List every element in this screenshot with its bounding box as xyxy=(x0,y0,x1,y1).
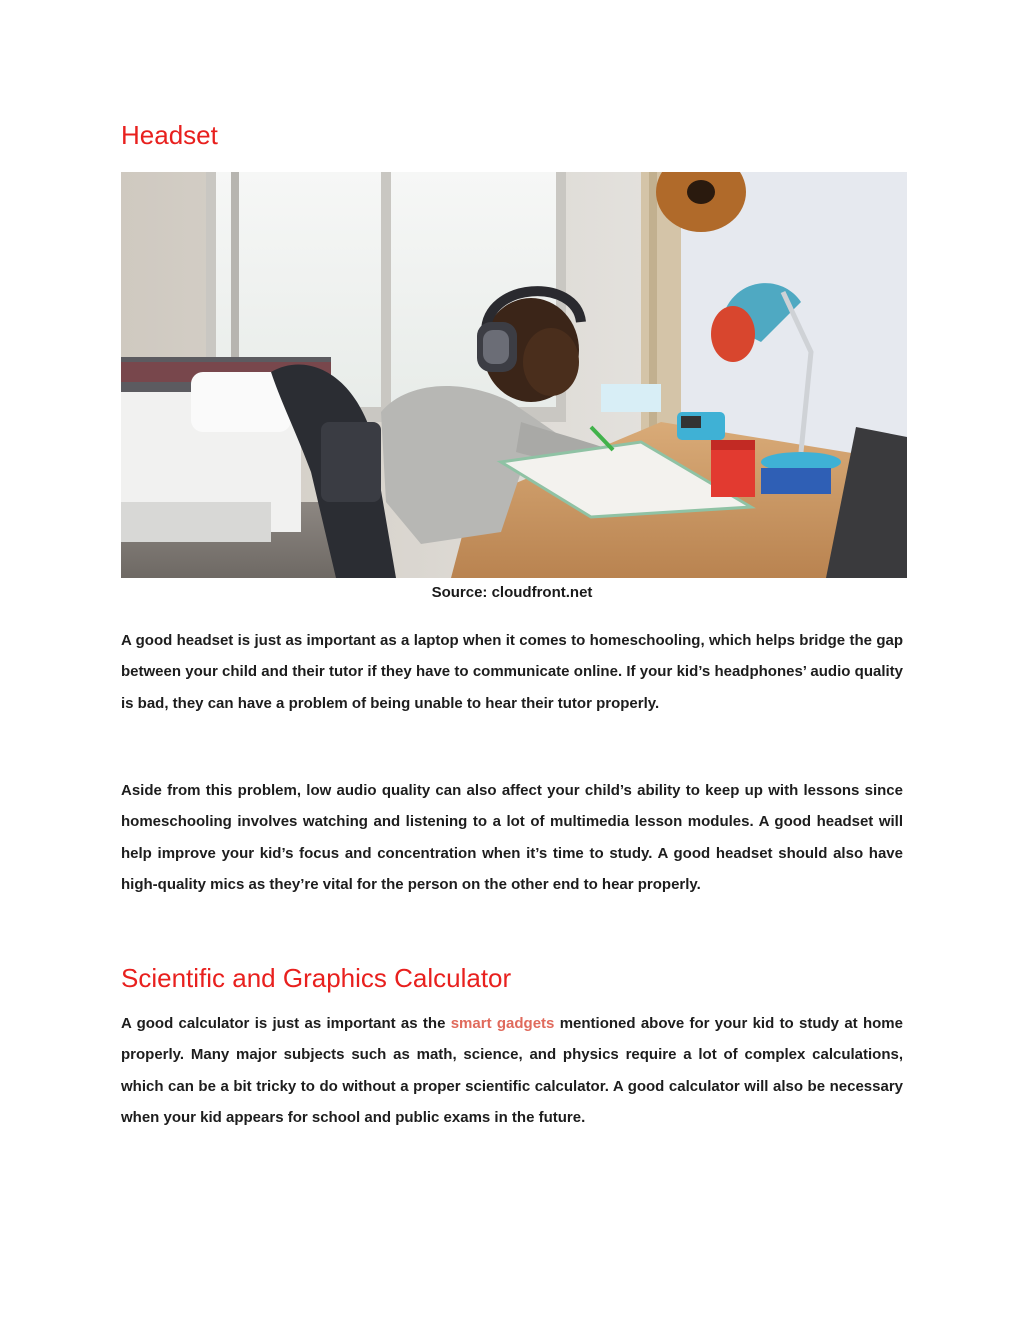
photo-illustration xyxy=(121,172,907,578)
paragraph-audio-quality: Aside from this problem, low audio quality can also affect your child’s ability to keep up with lessons since homeschooling involves watching and listening to a lot of multimedia lesson modules. A good headset will help improve your kid’s focus and concentration when it’s time to study. A good headset should also have high-quality mics as they’re vital for the person on the other end to hear properly. xyxy=(121,782,903,893)
paragraph-text-before-link: A good calculator is just as important as the xyxy=(121,1015,451,1032)
paragraph-headset-importance: A good headset is just as important as a laptop when it comes to homeschooling, which helps bridge the gap between your child and their tutor if they have to communicate online. If your kid’s headphones’ audio quality is bad, they can have a problem of being unable to hear their tutor properly. xyxy=(121,632,903,712)
paragraph-text-after-link: mentioned above for your kid to study at home properly. Many major subjects such as math, science, and physics require a lot of complex calculations, which can be a bit tricky to do without a proper scientific calculator. A good calculator will also be necessary when your kid appears for school and public exams in the future. xyxy=(121,1015,903,1126)
smart-gadgets-link[interactable]: smart gadgets xyxy=(450,1015,555,1032)
paragraph-calculator xyxy=(121,1008,903,1133)
section-heading-headset: Headset xyxy=(121,120,218,150)
image-caption: Source: cloudfront.net xyxy=(431,584,593,601)
photo-boy-with-headset-studying xyxy=(121,172,907,578)
section-heading-calculator: Scientific and Graphics Calculator xyxy=(121,963,512,993)
